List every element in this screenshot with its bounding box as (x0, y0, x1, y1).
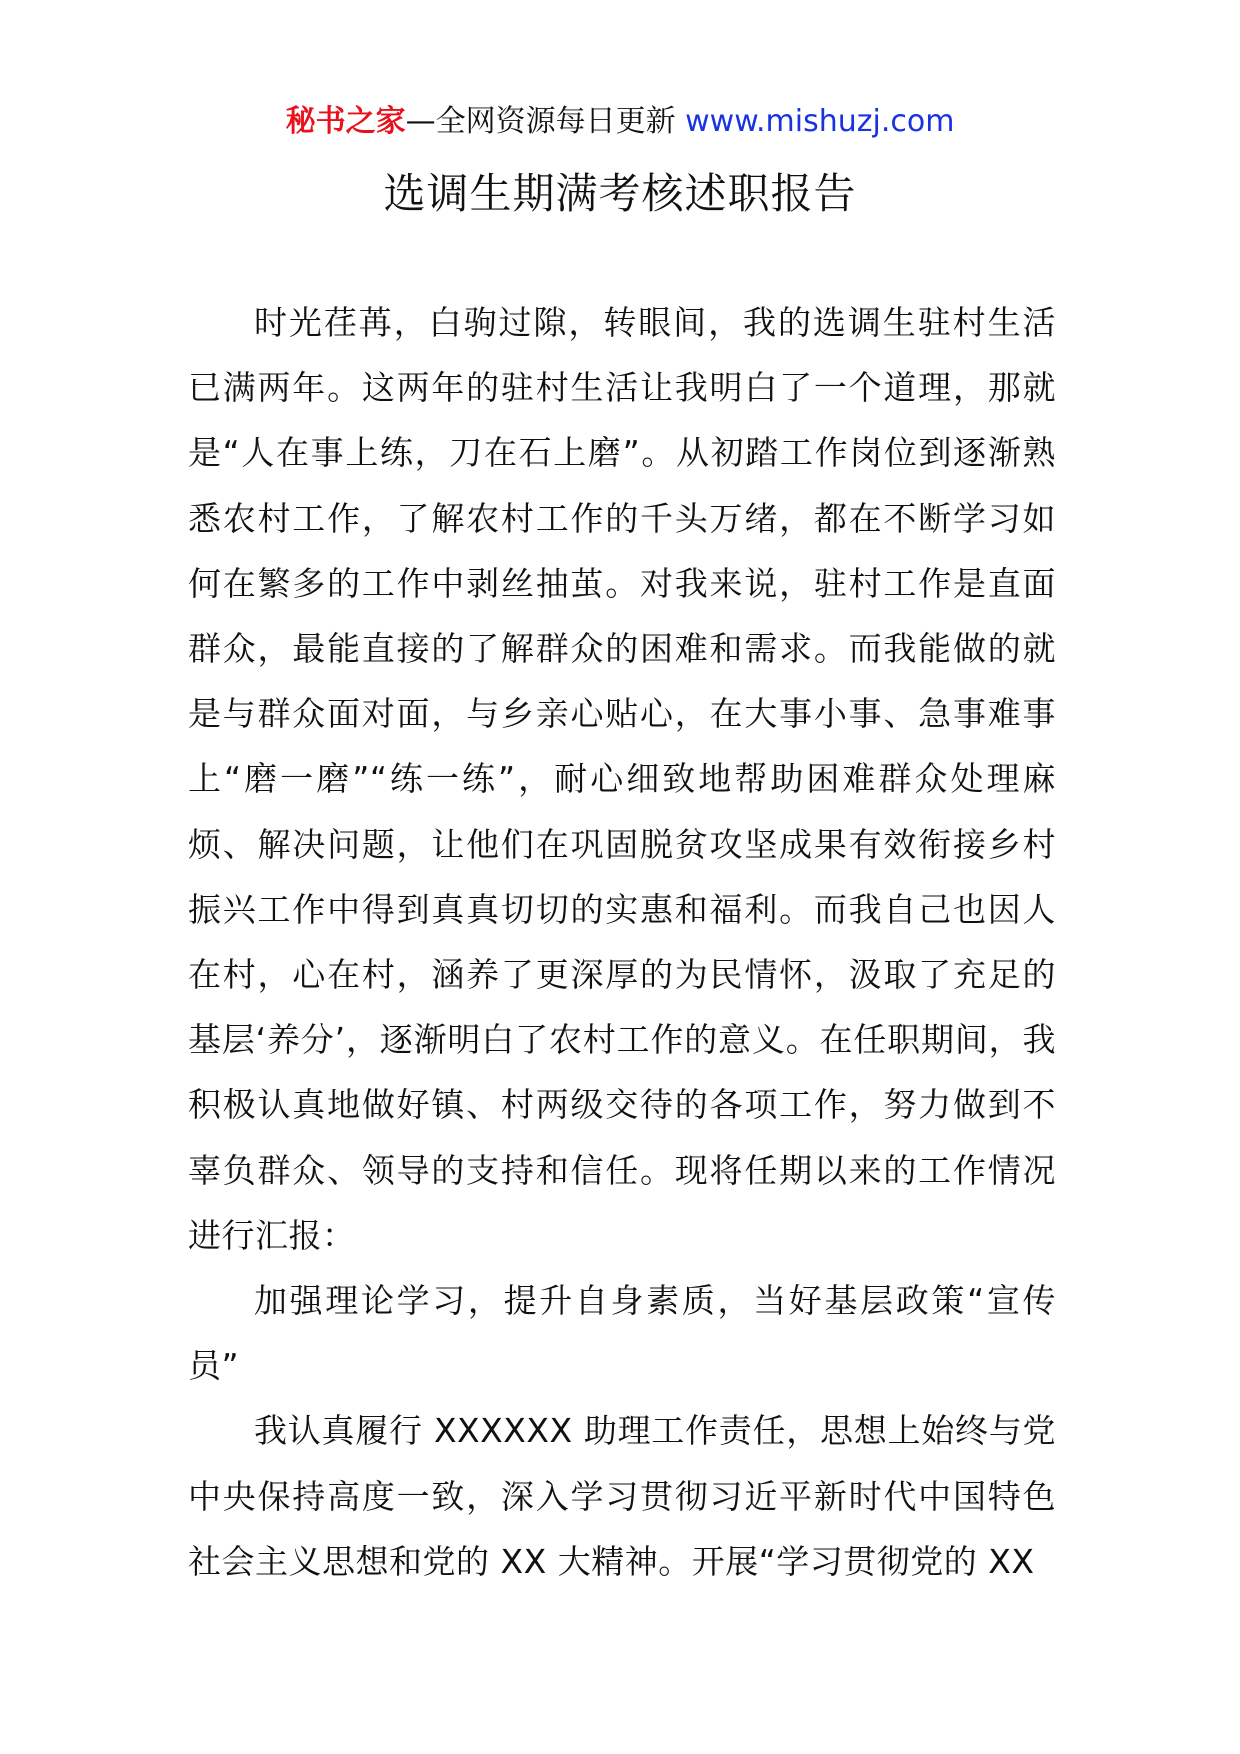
document-title: 选调生期满考核述职报告 (383, 169, 857, 218)
header-tagline: —全网资源每日更新 (405, 104, 676, 139)
brand-name: 秘书之家 (285, 104, 406, 139)
site-url-link[interactable]: www.mishuzj.com (685, 104, 955, 139)
body-paragraph-section: 我认真履行 XXXXXX 助理工作责任，思想上始终与党中央保持高度一致，深入学习贯彻习近平新时代中国特色社会主义思想和党的 XX 大精神。开展“学习贯彻党的 XX (188, 1411, 1056, 1581)
section-heading: 加强理论学习，提升自身素质，当好基层政策“宣传员” (188, 1281, 1056, 1386)
body-paragraph-intro: 时光荏苒，白驹过隙，转眼间，我的选调生驻村生活已满两年。这两年的驻村生活让我明白了一个道理，那就是“人在事上练，刀在石上磨”。从初踏工作岗位到逐渐熟悉农村工作，了解农村工作的千头万绪，都在不断学习如何在繁多的工作中剥丝抽茧。对我来说，驻村工作是直面群众，最能直接的了解群众的困难和需求。而我能做的就是与群众面对面，与乡亲心贴心，在大事小事、急事难事上“磨一磨”“练一练”，耐心细致地帮助困难群众处理麻烦、解决问题，让他们在巩固脱贫攻坚成果有效衔接乡村振兴工作中得到真真切切的实惠和福利。而我自己也因人在村，心在村，涵养了更深厚的为民情怀，汲取了充足的基层‘养分’，逐渐明白了农村工作的意义。在任职期间，我积极认真地做好镇、村两级交待的各项工作，努力做到不辜负群众、领导的支持和信任。现将任期以来的工作情况进行汇报： (188, 303, 1056, 1255)
document-body (188, 290, 1056, 1594)
site-header-banner (0, 102, 1240, 142)
